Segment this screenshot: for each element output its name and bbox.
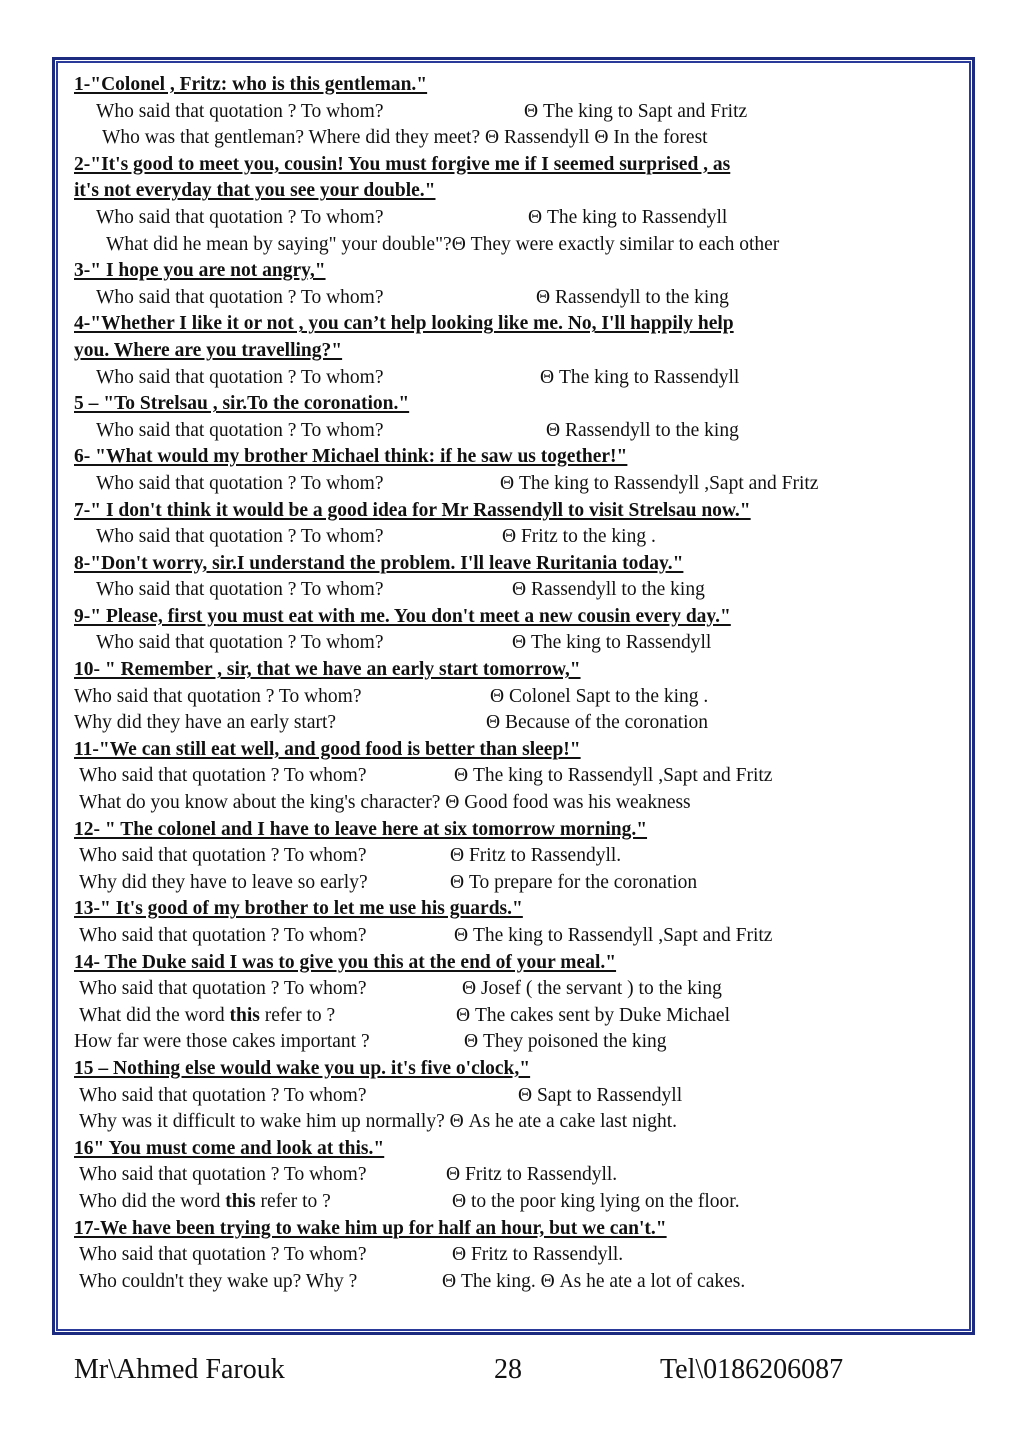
question-part: Who said that quotation ? To whom? bbox=[96, 100, 384, 122]
question-part: What did the word bbox=[79, 1004, 230, 1026]
question-part: Who said that quotation ? To whom? bbox=[96, 632, 384, 654]
quotation-text: 14- The Duke said I was to give you this at the end of your meal." bbox=[74, 951, 617, 973]
answer-text: Θ They poisoned the king bbox=[464, 1031, 667, 1053]
author-name: Mr\Ahmed Farouk bbox=[74, 1354, 285, 1385]
quotation-text: 9-" Please, first you must eat with me. You don't meet a new cousin every day." bbox=[74, 605, 731, 627]
question-part: Who said that quotation ? To whom? bbox=[96, 366, 384, 388]
quotation-text: 10- " Remember , sir, that we have an early start tomorrow," bbox=[74, 659, 581, 681]
quotation-heading bbox=[74, 817, 954, 844]
answer-text: Θ The cakes sent by Duke Michael bbox=[456, 1004, 730, 1026]
quotation-text: 5 – "To Strelsau , sir.To the coronation." bbox=[74, 393, 410, 415]
answer-text: Θ to the poor king lying on the floor. bbox=[452, 1190, 740, 1212]
quotation-heading bbox=[74, 1136, 954, 1163]
question-answer-line bbox=[74, 125, 954, 152]
question-text bbox=[106, 232, 779, 259]
question-answer-line bbox=[74, 99, 954, 126]
question-answer-line bbox=[74, 471, 954, 498]
question-part: Who said that quotation ? To whom? bbox=[96, 526, 384, 548]
answer-text: Θ The king to Rassendyll bbox=[512, 632, 712, 654]
question-answer-line bbox=[74, 365, 954, 392]
question-text bbox=[96, 471, 383, 498]
answer-text: Θ Fritz to Rassendyll. bbox=[452, 1244, 624, 1266]
question-text bbox=[96, 205, 383, 232]
question-part: Who said that quotation ? To whom? bbox=[96, 206, 384, 228]
question-text bbox=[79, 1269, 357, 1296]
quotation-heading bbox=[74, 551, 954, 578]
question-text bbox=[96, 630, 383, 657]
question-part: Why did they have an early start? bbox=[74, 712, 337, 734]
question-answer-line bbox=[74, 763, 954, 790]
question-part: Who said that quotation ? To whom? bbox=[79, 845, 367, 867]
quotation-text: 1-"Colonel , Fritz: who is this gentleman." bbox=[74, 74, 428, 95]
question-part: Who did the word bbox=[79, 1190, 226, 1212]
question-text bbox=[79, 870, 368, 897]
question-answer-line bbox=[74, 1109, 954, 1136]
quotation-heading bbox=[74, 338, 954, 365]
question-text bbox=[96, 577, 383, 604]
question-answer-line bbox=[74, 285, 954, 312]
question-answer-line bbox=[74, 923, 954, 950]
emphasized-word: this bbox=[225, 1190, 256, 1212]
question-text bbox=[79, 1242, 366, 1269]
question-text bbox=[79, 1003, 335, 1030]
question-answer-line bbox=[74, 232, 954, 259]
question-text bbox=[74, 1029, 370, 1056]
quotation-text: 12- " The colonel and I have to leave here at six tomorrow morning." bbox=[74, 818, 648, 840]
answer-text: Θ Fritz to Rassendyll. bbox=[450, 845, 622, 867]
question-answer-line bbox=[74, 205, 954, 232]
question-text bbox=[96, 99, 383, 126]
question-part: What did he mean by saying" your double"?Θ They were exactly similar to each other bbox=[106, 233, 780, 255]
question-answer-line bbox=[74, 577, 954, 604]
quotation-text: 16" You must come and look at this." bbox=[74, 1137, 385, 1159]
quotation-heading bbox=[74, 152, 954, 179]
quotation-heading bbox=[74, 604, 954, 631]
answer-text: Θ Rassendyll to the king bbox=[512, 579, 705, 601]
question-answer-line bbox=[74, 1269, 954, 1296]
answer-text: Θ Sapt to Rassendyll bbox=[518, 1084, 683, 1106]
quotation-heading bbox=[74, 896, 954, 923]
quotation-text: 3-" I hope you are not angry," bbox=[74, 260, 326, 282]
quotation-text: 2-"It's good to meet you, cousin! You must forgive me if I seemed surprised , as bbox=[74, 153, 731, 175]
question-part: Who said that quotation ? To whom? bbox=[79, 1084, 367, 1106]
answer-text: Θ Fritz to the king . bbox=[502, 526, 656, 548]
question-part: Who said that quotation ? To whom? bbox=[96, 286, 384, 308]
question-text bbox=[79, 790, 691, 817]
question-answer-line bbox=[74, 1189, 954, 1216]
question-part: Who said that quotation ? To whom? bbox=[79, 925, 367, 946]
question-part: Who said that quotation ? To whom? bbox=[79, 1164, 367, 1186]
question-text bbox=[79, 843, 366, 870]
question-answer-line bbox=[74, 1003, 954, 1030]
answer-text: Θ Because of the coronation bbox=[486, 712, 709, 734]
quotation-heading bbox=[74, 178, 954, 205]
answer-text: Θ The king to Rassendyll ,Sapt and Fritz bbox=[454, 765, 773, 787]
question-text bbox=[96, 285, 383, 312]
page-footer bbox=[0, 1350, 1024, 1390]
question-part: Who said that quotation ? To whom? bbox=[96, 579, 384, 601]
quotation-heading bbox=[74, 72, 954, 99]
question-answer-line bbox=[74, 1162, 954, 1189]
question-text bbox=[102, 125, 708, 152]
quotation-text: 13-" It's good of my brother to let me use his guards." bbox=[74, 898, 523, 920]
question-part: Why did they have to leave so early? bbox=[79, 871, 368, 893]
quotation-heading bbox=[74, 311, 954, 338]
question-text bbox=[79, 1189, 331, 1216]
question-answer-line bbox=[74, 1029, 954, 1056]
answer-text: Θ The king to Sapt and Fritz bbox=[524, 100, 748, 122]
quotation-heading bbox=[74, 737, 954, 764]
quotation-heading bbox=[74, 444, 954, 471]
answer-text: Θ Colonel Sapt to the king . bbox=[490, 685, 709, 707]
quotation-heading bbox=[74, 950, 954, 977]
question-part: Who said that quotation ? To whom? bbox=[96, 472, 384, 494]
phone-number: Tel\0186206087 bbox=[660, 1354, 844, 1385]
question-part: Who said that quotation ? To whom? bbox=[96, 419, 384, 441]
question-part: How far were those cakes important ? bbox=[74, 1031, 370, 1053]
answer-text: Θ Fritz to Rassendyll. bbox=[446, 1164, 618, 1186]
quotation-heading bbox=[74, 498, 954, 525]
quotation-heading bbox=[74, 391, 954, 418]
question-answer-line bbox=[74, 790, 954, 817]
quotation-text: 15 – Nothing else would wake you up. it's five o'clock," bbox=[74, 1057, 531, 1079]
question-text bbox=[79, 976, 366, 1003]
quotation-text: 7-" I don't think it would be a good idea for Mr Rassendyll to visit Strelsau now." bbox=[74, 499, 751, 521]
answer-text: Θ The king to Rassendyll bbox=[528, 206, 728, 228]
question-part: What do you know about the king's character? Θ Good food was his weakness bbox=[79, 792, 691, 814]
quotation-heading bbox=[74, 1056, 954, 1083]
answer-text: Θ Josef ( the servant ) to the king bbox=[462, 978, 722, 1000]
question-answer-line bbox=[74, 976, 954, 1003]
quotation-heading bbox=[74, 258, 954, 285]
question-part: Who said that quotation ? To whom? bbox=[79, 1244, 367, 1266]
question-text bbox=[79, 1083, 366, 1110]
quotation-heading bbox=[74, 657, 954, 684]
quotation-text: 11-"We can still eat well, and good food is better than sleep!" bbox=[74, 738, 581, 760]
question-answer-line bbox=[74, 870, 954, 897]
answer-text: Θ Rassendyll to the king bbox=[546, 419, 739, 441]
question-answer-line bbox=[74, 418, 954, 445]
question-part: Who said that quotation ? To whom? bbox=[79, 978, 367, 1000]
answer-text: Θ The king to Rassendyll bbox=[540, 366, 740, 388]
answer-text: Θ The king. Θ As he ate a lot of cakes. bbox=[442, 1270, 746, 1292]
question-part: Who couldn't they wake up? Why ? bbox=[79, 1270, 358, 1292]
question-answer-line bbox=[74, 630, 954, 657]
quotation-text: 6- "What would my brother Michael think: if he saw us together!" bbox=[74, 446, 628, 468]
quotation-text: it's not everyday that you see your double." bbox=[74, 180, 436, 202]
question-text bbox=[79, 1109, 677, 1136]
question-text bbox=[79, 923, 366, 950]
question-part: Who was that gentleman? Where did they meet? Θ Rassendyll Θ In the forest bbox=[102, 127, 708, 149]
answer-text: Θ Rassendyll to the king bbox=[536, 286, 729, 308]
question-answer-line bbox=[74, 524, 954, 551]
page-number: 28 bbox=[494, 1354, 522, 1385]
emphasized-word: this bbox=[229, 1004, 260, 1026]
answer-text: Θ The king to Rassendyll ,Sapt and Fritz bbox=[454, 925, 773, 946]
question-text bbox=[79, 1162, 366, 1189]
question-text bbox=[96, 524, 383, 551]
worksheet-content bbox=[74, 72, 954, 1295]
question-answer-line bbox=[74, 1242, 954, 1269]
question-text bbox=[79, 763, 366, 790]
question-text bbox=[74, 710, 336, 737]
question-answer-line bbox=[74, 684, 954, 711]
answer-text: Θ To prepare for the coronation bbox=[450, 871, 698, 893]
question-text bbox=[96, 365, 383, 392]
quotation-text: 17-We have been trying to wake him up for half an hour, but we can't." bbox=[74, 1217, 667, 1239]
quotation-text: you. Where are you travelling?" bbox=[74, 339, 343, 361]
question-text bbox=[74, 684, 361, 711]
question-answer-line bbox=[74, 710, 954, 737]
question-text bbox=[96, 418, 383, 445]
question-part: refer to ? bbox=[255, 1190, 331, 1212]
quotation-text: 4-"Whether I like it or not , you can’t help looking like me. No, I'll happily help bbox=[74, 313, 734, 335]
question-answer-line bbox=[74, 843, 954, 870]
question-answer-line bbox=[74, 1083, 954, 1110]
question-part: Who said that quotation ? To whom? bbox=[74, 685, 362, 707]
question-part: Why was it difficult to wake him up normally? Θ As he ate a cake last night. bbox=[79, 1111, 678, 1133]
question-part: refer to ? bbox=[259, 1004, 336, 1026]
answer-text: Θ The king to Rassendyll ,Sapt and Fritz bbox=[500, 472, 819, 494]
question-part: Who said that quotation ? To whom? bbox=[79, 765, 367, 787]
quotation-heading bbox=[74, 1216, 954, 1243]
quotation-text: 8-"Don't worry, sir.I understand the problem. I'll leave Ruritania today." bbox=[74, 552, 684, 574]
